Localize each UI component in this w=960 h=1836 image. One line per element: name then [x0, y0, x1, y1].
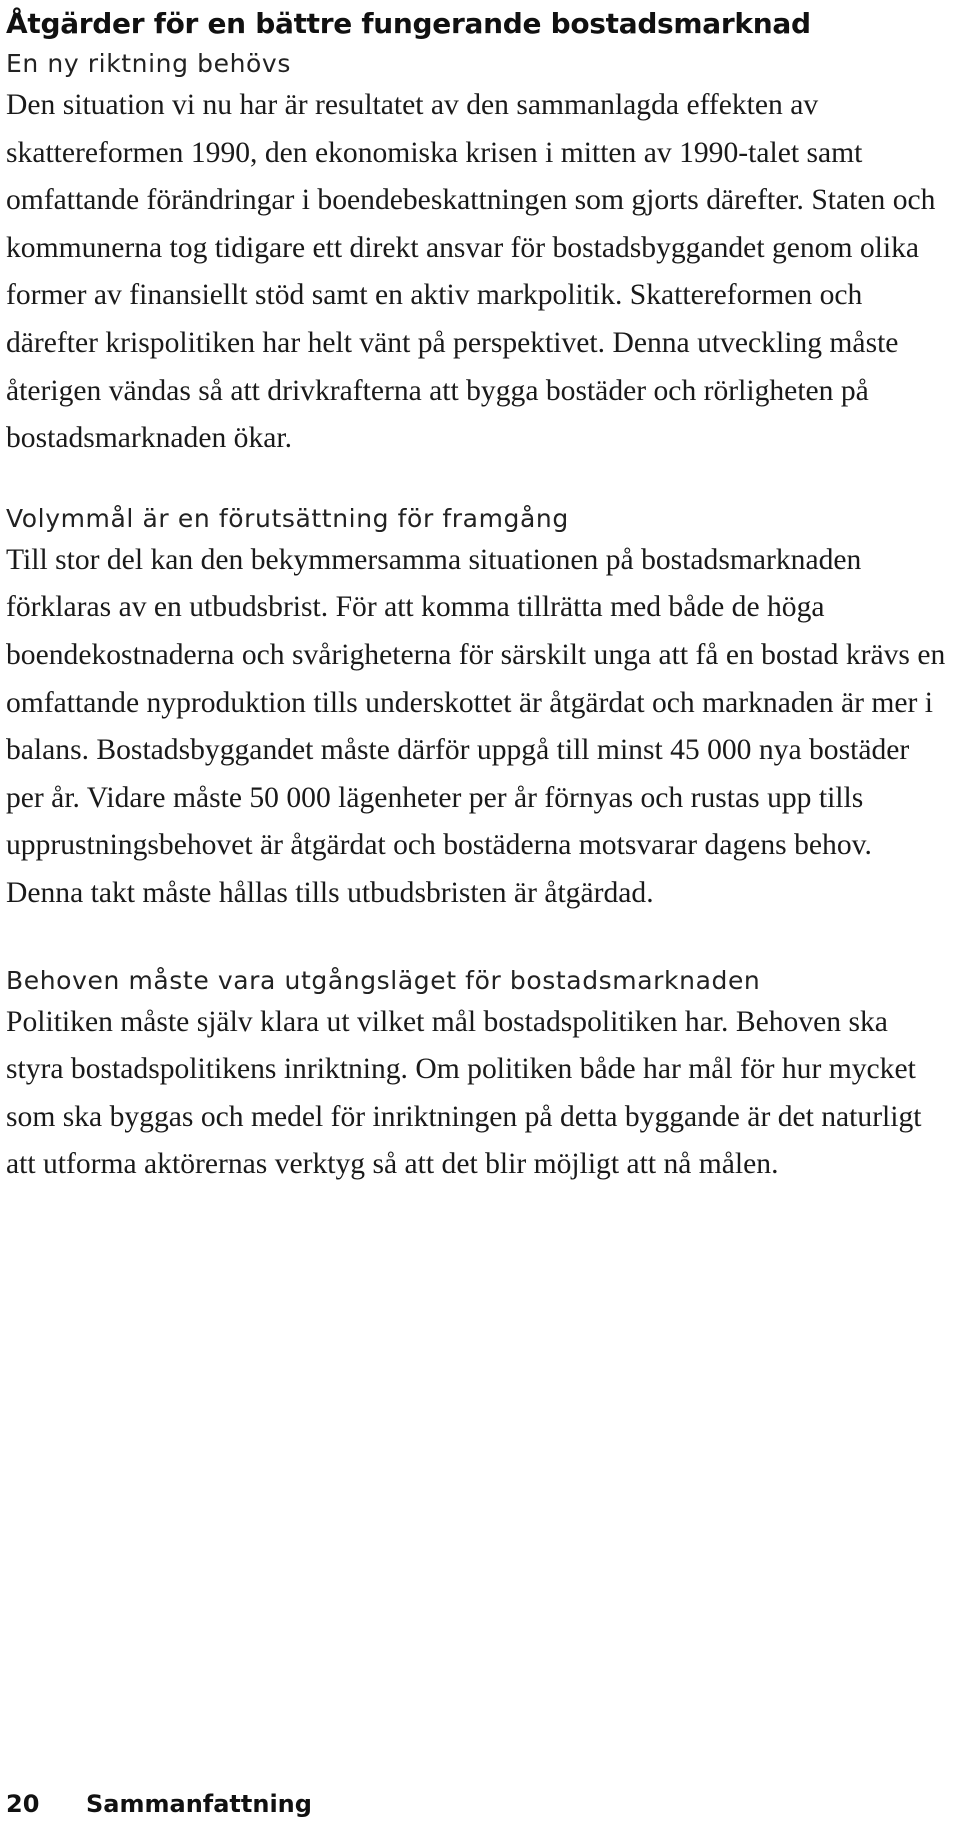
section-new-direction	[6, 46, 951, 463]
section-body: Politiken måste själv klara ut vilket mål bostadspolitiken har. Behoven ska styra bostadspolitikens inriktning. Om politiken både har mål för hur mycket som ska byggas och medel för inriktningen på detta byggande är det naturligt att utforma aktörernas verktyg så att det blir möjligt att nå målen.	[6, 1005, 922, 1181]
section-volume-goals	[6, 501, 951, 918]
section-heading: En ny riktning behövs	[6, 49, 291, 78]
section-body: Till stor del kan den bekymmersamma situationen på bostadsmarknaden förklaras av en utbudsbrist. För att komma tillrätta med både de höga boendekostnaderna och svårigheterna för särskilt unga att få en bostad krävs en omfattande nyproduktion tills underskottet är åtgärdat och marknaden är mer i balans. Bostadsbyggandet måste därför uppgå till minst 45 000 nya bostäder per år. Vidare måste 50 000 lägenheter per år förnyas och rustas upp tills upprustningsbehovet är åtgärdat och bostäderna motsvarar dagens behov. Denna takt måste hållas tills utbudsbristen är åtgärdad.	[6, 543, 946, 909]
section-needs-starting-point	[6, 963, 951, 1189]
page-footer	[6, 1789, 312, 1819]
document-page	[6, 0, 951, 1189]
footer-section-name: Sammanfattning	[86, 1790, 312, 1818]
section-body: Den situation vi nu har är resultatet av den sammanlagda effekten av skattereformen 1990, den ekonomiska krisen i mitten av 1990-talet samt omfattande förändringar i boendebeskattningen som gjorts därefter. Staten och kommunerna tog tidigare ett direkt ansvar för bostadsbyggandet genom olika former av finansiellt stöd samt en aktiv markpolitik. Skattereformen och därefter krispolitiken har helt vänt på perspektivet. Denna utveckling måste återigen vändas så att drivkrafterna att bygga bostäder och rörligheten på bostadsmarknaden ökar.	[6, 89, 936, 455]
page-number: 20	[6, 1790, 40, 1818]
section-heading: Behoven måste vara utgångsläget för bostadsmarknaden	[6, 965, 761, 995]
section-heading: Volymmål är en förutsättning för framgång	[6, 503, 569, 533]
document-title: Åtgärder för en bättre fungerande bostadsmarknad	[6, 7, 811, 40]
